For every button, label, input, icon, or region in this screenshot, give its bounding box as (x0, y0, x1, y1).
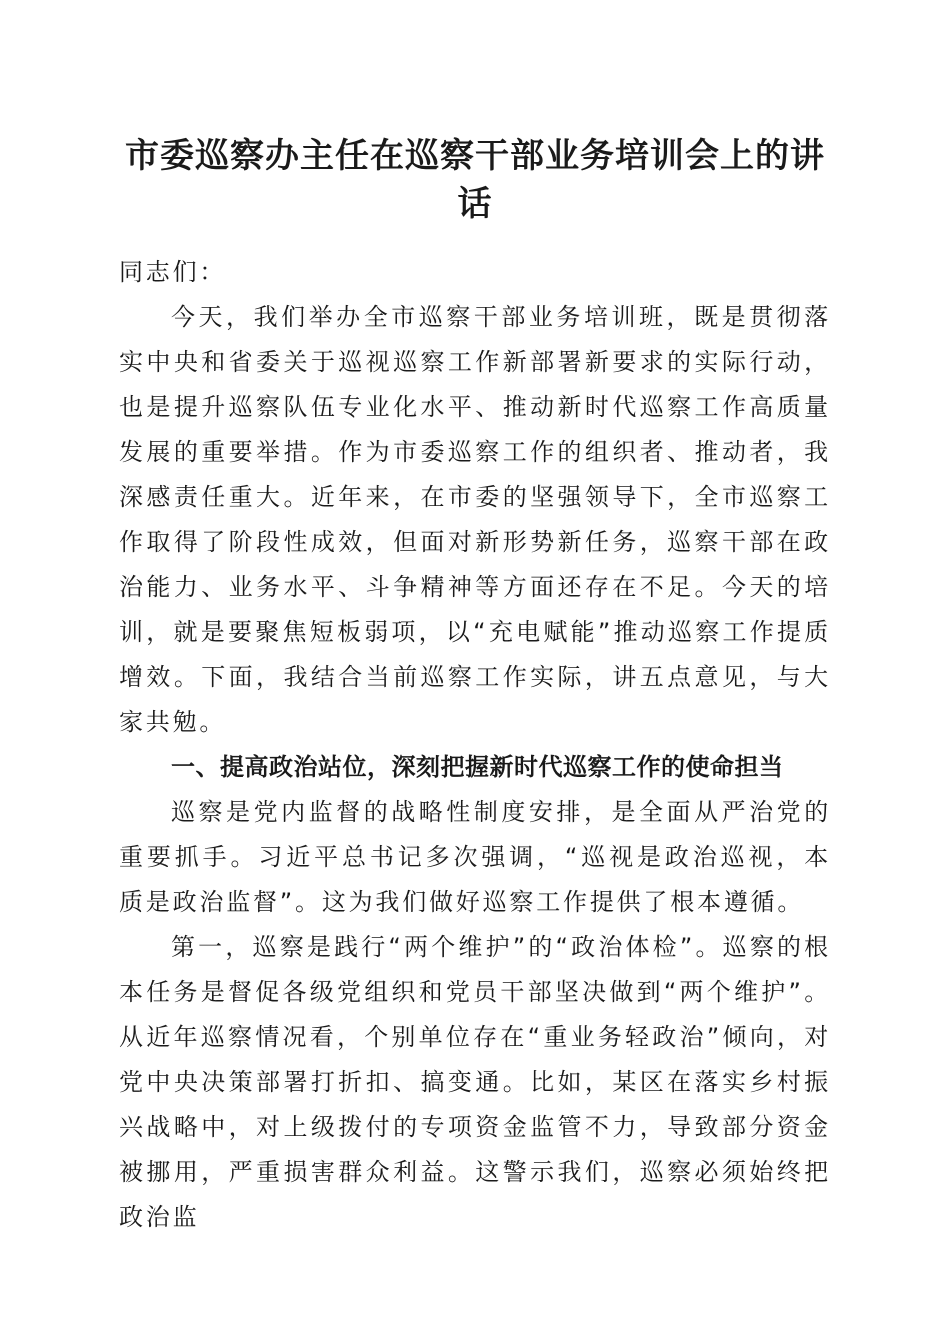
section-paragraph: 第一，巡察是践行“两个维护”的“政治体检”。巡察的根本任务是督促各级党组织和党员干部坚决做到“两个维护”。从近年巡察情况看，个别单位存在“重业务轻政治”倾向，对党中央决策部署打折扣、搞变通。比如，某区在落实乡村振兴战略中，对上级拨付的专项资金监管不力，导致部分资金被挪用，严重损害群众利益。这警示我们，巡察必须始终把政治监 (119, 933, 831, 1231)
section-paragraph: 巡察是党内监督的战略性制度安排，是全面从严治党的重要抓手。习近平总书记多次强调，“巡视是政治巡视，本质是政治监督”。这为我们做好巡察工作提供了根本遵循。 (119, 798, 831, 916)
document-title: 市委巡察办主任在巡察干部业务培训会上的讲话 (125, 136, 825, 224)
document-body (119, 250, 831, 1240)
salutation: 同志们： (119, 258, 227, 286)
section-heading: 一、提高政治站位，深刻把握新时代巡察工作的使命担当 (171, 753, 784, 781)
intro-paragraph: 今天，我们举办全市巡察干部业务培训班，既是贯彻落实中央和省委关于巡视巡察工作新部署新要求的实际行动，也是提升巡察队伍专业化水平、推动新时代巡察工作高质量发展的重要举措。作为市委巡察工作的组织者、推动者，我深感责任重大。近年来，在市委的坚强领导下，全市巡察工作取得了阶段性成效，但面对新形势新任务，巡察干部在政治能力、业务水平、斗争精神等方面还存在不足。今天的培训，就是要聚焦短板弱项，以“充电赋能”推动巡察工作提质增效。下面，我结合当前巡察工作实际，讲五点意见，与大家共勉。 (119, 303, 831, 736)
